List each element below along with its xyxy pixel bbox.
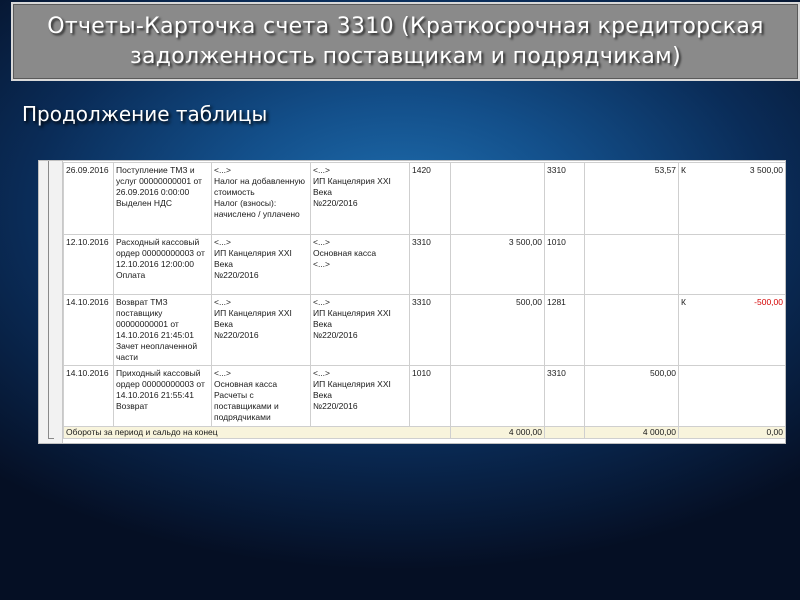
totals-debit-amount: 4 000,00 (451, 427, 545, 439)
credit-analytics-cell: <...> ИП Канцелярия XXI Века №220/2016 (311, 295, 410, 366)
debit-amount-cell (451, 163, 545, 235)
date-cell: 14.10.2016 (64, 366, 114, 427)
totals-row (64, 427, 786, 439)
debit-account-cell: 1010 (410, 366, 451, 427)
balance-amount: 3 500,00 (749, 165, 783, 175)
credit-amount-cell (585, 235, 679, 295)
balance-direction: К (681, 165, 686, 175)
credit-amount-cell: 500,00 (585, 366, 679, 427)
totals-credit-amount: 4 000,00 (585, 427, 679, 439)
debit-account-cell: 1420 (410, 163, 451, 235)
debit-analytics-cell: <...> Налог на добавленную стоимость Налог (взносы): начислено / уплачено (212, 163, 311, 235)
totals-balance: 0,00 (679, 427, 786, 439)
credit-account-cell: 1281 (545, 295, 585, 366)
debit-account-cell: 3310 (410, 235, 451, 295)
date-cell: 26.09.2016 (64, 163, 114, 235)
title-bar (11, 2, 800, 81)
table-row (64, 235, 786, 295)
balance-cell (679, 163, 786, 235)
credit-account-cell: 3310 (545, 163, 585, 235)
balance-amount-negative: -500,00 (754, 297, 783, 307)
row-group-gutter (39, 161, 63, 443)
balance-cell (679, 366, 786, 427)
date-cell: 12.10.2016 (64, 235, 114, 295)
debit-analytics-cell: <...> Основная касса Расчеты с поставщиками и подрядчиками (212, 366, 311, 427)
date-cell: 14.10.2016 (64, 295, 114, 366)
report-sheet (38, 160, 786, 444)
debit-amount-cell: 3 500,00 (451, 235, 545, 295)
table-row (64, 295, 786, 366)
credit-account-cell: 1010 (545, 235, 585, 295)
document-cell: Поступление ТМЗ и услуг 00000000001 от 26.09.2016 0:00:00 Выделен НДС (114, 163, 212, 235)
credit-analytics-cell: <...> ИП Канцелярия XXI Века №220/2016 (311, 163, 410, 235)
table-row (64, 366, 786, 427)
debit-amount-cell (451, 366, 545, 427)
table-row (64, 163, 786, 235)
document-cell: Расходный кассовый ордер 00000000003 от 12.10.2016 12:00:00 Оплата (114, 235, 212, 295)
credit-analytics-cell: <...> ИП Канцелярия XXI Века №220/2016 (311, 366, 410, 427)
slide-title: Отчеты-Карточка счета 3310 (Краткосрочная кредиторская задолженность поставщикам и подрядчикам) (47, 13, 764, 69)
credit-amount-cell: 53,57 (585, 163, 679, 235)
credit-analytics-cell: <...> Основная касса <...> (311, 235, 410, 295)
credit-amount-cell (585, 295, 679, 366)
balance-direction: К (681, 297, 686, 307)
group-bracket (48, 161, 54, 439)
debit-analytics-cell: <...> ИП Канцелярия XXI Века №220/2016 (212, 295, 311, 366)
debit-analytics-cell: <...> ИП Канцелярия XXI Века №220/2016 (212, 235, 311, 295)
totals-empty-cell (545, 427, 585, 439)
balance-cell (679, 235, 786, 295)
debit-account-cell: 3310 (410, 295, 451, 366)
document-cell: Приходный кассовый ордер 00000000003 от 14.10.2016 21:55:41 Возврат (114, 366, 212, 427)
credit-account-cell: 3310 (545, 366, 585, 427)
account-card-table (63, 162, 786, 439)
balance-cell (679, 295, 786, 366)
document-cell: Возврат ТМЗ поставщику 00000000001 от 14.10.2016 21:45:01 Зачет неоплаченной части (114, 295, 212, 366)
totals-label: Обороты за период и сальдо на конец (64, 427, 451, 439)
slide-subtitle: Продолжение таблицы (22, 102, 268, 126)
debit-amount-cell: 500,00 (451, 295, 545, 366)
